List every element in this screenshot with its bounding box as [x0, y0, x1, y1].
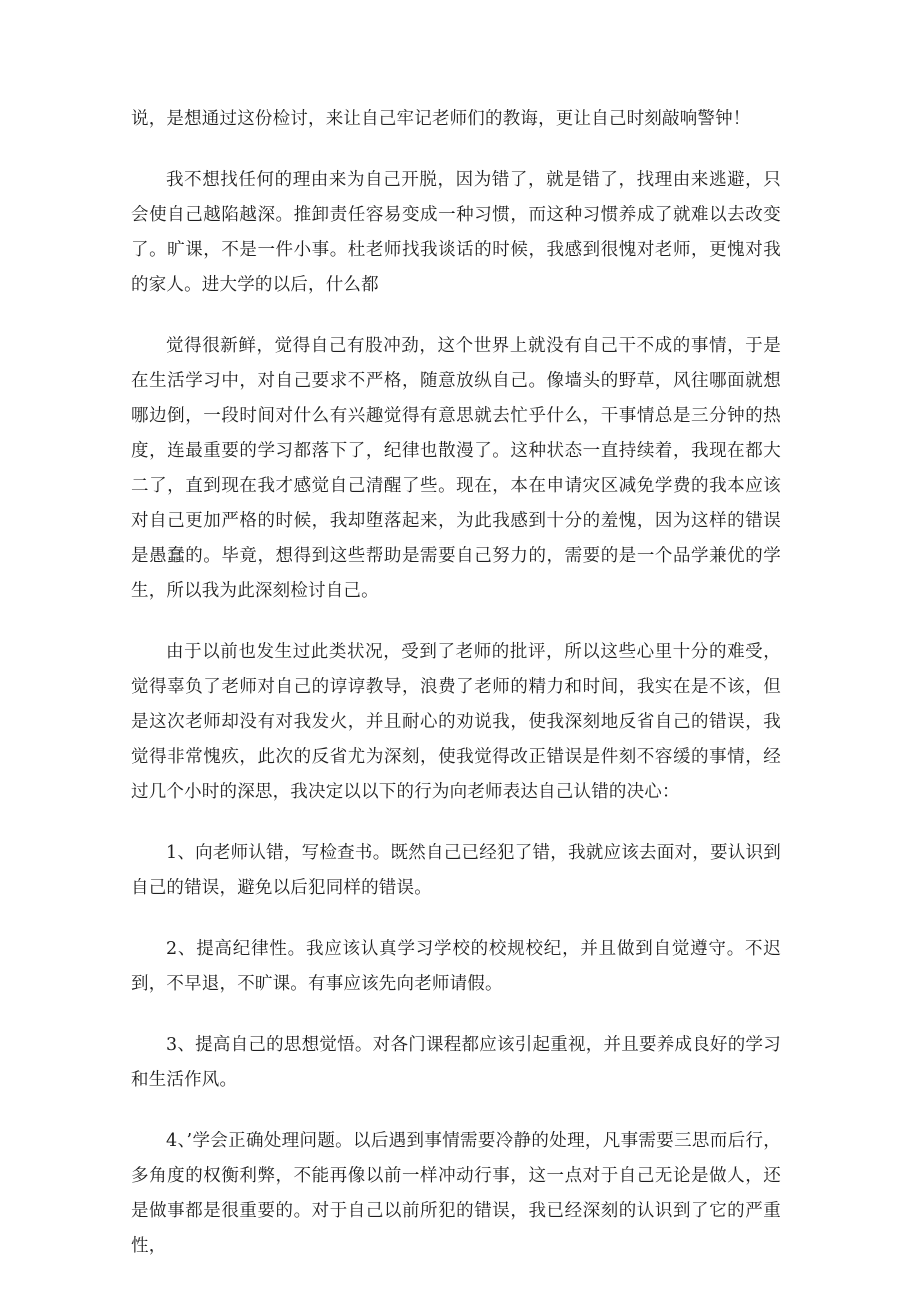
list-item-3: 3、提高自己的思想觉悟。对各门课程都应该引起重视，并且要养成良好的学习和生活作风。	[131, 1035, 781, 1090]
list-item-2: 2、提高纪律性。我应该认真学习学校的校规校纪，并且做到自觉遵守。不迟到，不早退，不旷课。有事应该先向老师请假。	[131, 939, 781, 994]
paragraph-1: 说，是想通过这份检讨，来让自己牢记老师们的教诲，更让自己时刻敲响警钟！	[131, 109, 751, 129]
list-item-1: 1、向老师认错，写检查书。既然自己已经犯了错，我就应该去面对，要认识到自己的错误，避免以后犯同样的错误。	[131, 843, 781, 898]
paragraph-4: 由于以前也发生过此类状况，受到了老师的批评，所以这些心里十分的难受，觉得辜负了老师对自己的谆谆教导，浪费了老师的精力和时间，我实在是不该，但是这次老师却没有对我发火，并且耐心的劝说我，使我深刻地反省自己的错误，我觉得非常愧疚，此次的反省尤为深刻，使我觉得改正错误是件刻不容缓的事情，经过几个小时的深思，我决定以以下的行为向老师表达自己认错的决心：	[131, 642, 781, 802]
document-body	[131, 102, 781, 1290]
list-item-4: 4、’学会正确处理问题。以后遇到事情需要冷静的处理，凡事需要三思而后行，多角度的权衡利弊，不能再像以前一样冲动行事，这一点对于自己无论是做人，还是做事都是很重要的。对于自己以前所犯的错误，我已经深刻的认识到了它的严重性，	[131, 1131, 781, 1256]
paragraph-2: 我不想找任何的理由来为自己开脱，因为错了，就是错了，找理由来逃避，只会使自己越陷越深。推卸责任容易变成一种习惯，而这种习惯养成了就难以去改变了。旷课，不是一件小事。杜老师找我谈话的时候，我感到很愧对老师，更愧对我的家人。进大学的以后，什么都	[131, 170, 781, 295]
paragraph-3: 觉得很新鲜，觉得自己有股冲劲，这个世界上就没有自己干不成的事情，于是在生活学习中，对自己要求不严格，随意放纵自己。像墙头的野草，风往哪面就想哪边倒，一段时间对什么有兴趣觉得有意思就去忙乎什么，干事情总是三分钟的热度，连最重要的学习都落下了，纪律也散漫了。这种状态一直持续着，我现在都大二了，直到现在我才感觉自己清醒了些。现在，本在申请灾区减免学费的我本应该对自己更加严格的时候，我却堕落起来，为此我感到十分的羞愧，因为这样的错误是愚蠢的。毕竟，想得到这些帮助是需要自己努力的，需要的是一个品学兼优的学生，所以我为此深刻检讨自己。	[131, 336, 781, 601]
